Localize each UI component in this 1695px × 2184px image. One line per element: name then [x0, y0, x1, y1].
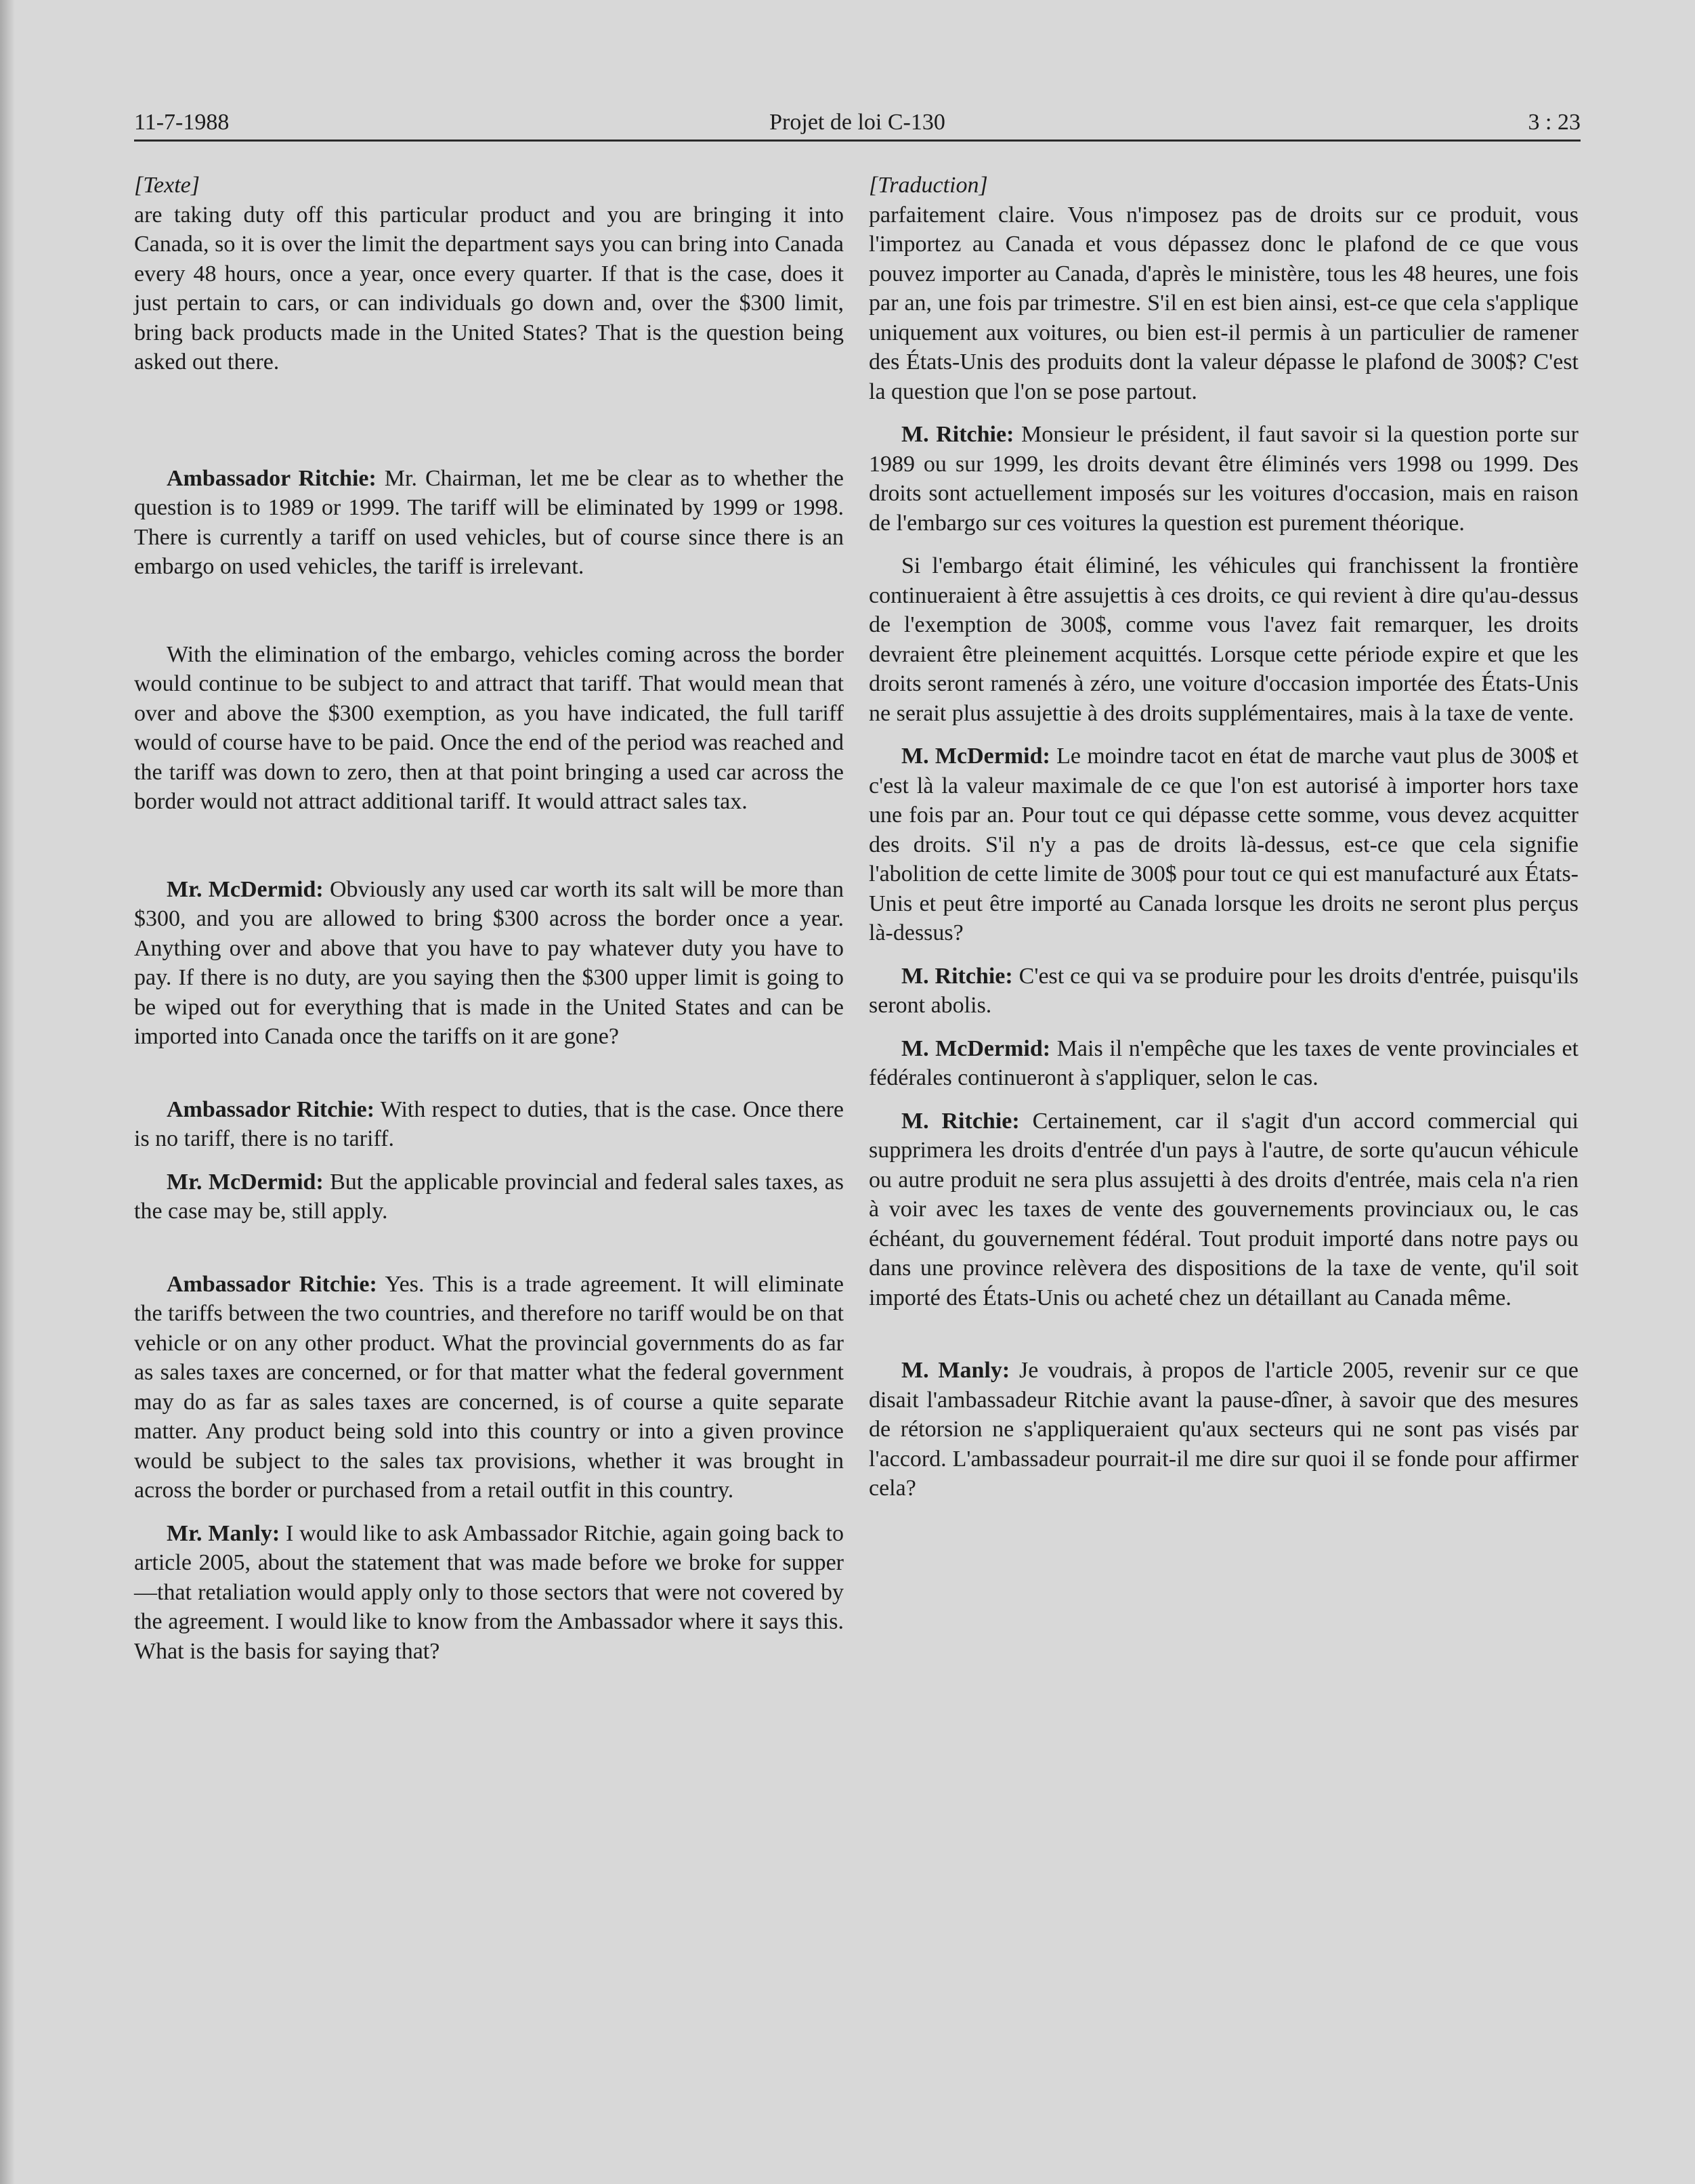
paragraph-text: Monsieur le président, il faut savoir si la question porte sur 1989 ou sur 1999, les droits devant être éliminés vers 1998 ou 1999. Des droits sont actuellement imposés sur les voitures d'occasion, mais en raison de l'embargo sur ces voitures la question est purement théorique. [869, 422, 1579, 536]
paragraph-1: parfaitement claire. Vous n'imposez pas de droits sur ce produit, vous l'importez au Canada et vous dépassez donc le plafond de ce que vous pouvez importer au Canada, d'après le ministère, tous les 48 heures, une fois par an, une fois par trimestre. S'il en est bien ainsi, est-ce que cela s'applique uniquement aux voitures, ou bien est-il permis à un particulier de ramener des États-Unis des produits dont la valeur dépasse le plafond de 300$? C'est la question que l'on se pose partout. [869, 202, 1579, 404]
speaker-name: M. Ritchie: [901, 1108, 1020, 1134]
paragraph-3: Si l'embargo était éliminé, les véhicules qui franchissent la frontière continueraient à être assujettis à ces droits, ce qui revient à dire qu'au-dessus de l'exemption de 300$, comme vous l'avez fait remarquer, les droits devraient être pleinement acquittés. Lorsque cette période expire et que les droits seront ramenés à zéro, une voiture d'occasion importée des États-Unis ne serait plus assujettie à des droits supplémentaires, mais à la taxe de vente. [869, 553, 1579, 726]
speaker-name: Ambassador Ritchie: [167, 1271, 377, 1297]
paragraph-2 [134, 464, 844, 582]
speaker-name: M. McDermid: [901, 1035, 1051, 1061]
paragraph-7 [869, 1107, 1579, 1313]
page-header [134, 106, 1581, 142]
speaker-name: Ambassador Ritchie: [167, 465, 377, 491]
header-date: 11-7-1988 [134, 110, 230, 135]
paragraph-text: Yes. This is a trade agreement. It will eliminate the tariffs between the two countries, and therefore no tariff would be on that vehicle or on any other product. What the provincial governments do as far as sales taxes are concerned, or for that matter what the federal government may do as far as sales taxes are concerned, is of course a quite separate matter. Any product being sold into this country or into a given province would be subject to the sales tax provisions, whether it was brought in across the border or purchased from a retail outfit in this country. [134, 1271, 844, 1503]
english-column [134, 171, 844, 1666]
speaker-name: Mr. Manly: [167, 1520, 280, 1546]
speaker-name: M. Manly: [901, 1358, 1010, 1383]
paragraph-8 [134, 1519, 844, 1667]
paragraph-4 [134, 875, 844, 1052]
paragraph-8 [869, 1356, 1579, 1503]
paragraph-text: I would like to ask Ambassador Ritchie, again going back to article 2005, about the statement that was made before we broke for supper—that retaliation would apply only to those sectors that were not covered by the agreement. I would like to know from the Ambassador where it says this. What is the basis for saying that? [134, 1520, 844, 1664]
paragraph-text: With respect to duties, that is the case. Once there is no tariff, there is no tariff. [134, 1096, 844, 1151]
speaker-name: Ambassador Ritchie: [167, 1096, 375, 1122]
column-label-traduction: [Traduction] [869, 173, 988, 198]
paragraph-text: C'est ce qui va se produire pour les droits d'entrée, puisqu'ils seront abolis. [869, 963, 1579, 1018]
header-page-number: 3 : 23 [1528, 110, 1581, 135]
paragraph-6 [134, 1168, 844, 1226]
paragraph-2 [869, 420, 1579, 538]
column-label-texte: [Texte] [134, 173, 200, 198]
paragraph-text: Je voudrais, à propos de l'article 2005, revenir sur ce que disait l'ambassadeur Ritchie avant la pause-dîner, à savoir que des mesures de rétorsion ne s'appliqueraient qu'aux secteurs qui ne sont pas visés par l'accord. L'ambassadeur pourrait-il me dire sur quoi il se fonde pour affirmer cela? [869, 1358, 1579, 1501]
french-column [869, 171, 1579, 1503]
paragraph-5 [869, 962, 1579, 1021]
paragraph-7 [134, 1270, 844, 1505]
speaker-name: Mr. McDermid: [167, 1169, 324, 1195]
paragraph-3: With the elimination of the embargo, vehicles coming across the border would continue to be subject to and attract that tariff. That would mean that over and above the $300 exemption, as you have indicated, the full tariff would of course have to be paid. Once the end of the period was reached and the tariff was down to zero, then at that point bringing a used car across the border would not attract additional tariff. It would attract sales tax. [134, 641, 844, 814]
paragraph-text: Mr. Chairman, let me be clear as to whether the question is to 1989 or 1999. The tariff will be eliminated by 1999 or 1998. There is currently a tariff on used vehicles, but of course since there is an embargo on used vehicles, the tariff is irrelevant. [134, 465, 844, 579]
speaker-name: M. Ritchie: [901, 422, 1014, 447]
paragraph-4 [869, 742, 1579, 948]
paragraph-text: Le moindre tacot en état de marche vaut plus de 300$ et c'est là la valeur maximale de ce que l'on est autorisé à importer hors taxe une fois par an. Pour tout ce qui dépasse cette somme, vous devez acquitter des droits. S'il n'y a pas de droits là-dessus, est-ce que cela signifie l'abolition de cette limite de 300$ pour tout ce qui est manufacturé aux États-Unis et peut être importé au Canada lorsque les droits ne seront plus perçus là-dessus? [869, 744, 1579, 945]
paragraph-text: But the applicable provincial and federal sales taxes, as the case may be, still apply. [134, 1169, 844, 1224]
paragraph-1: are taking duty off this particular product and you are bringing it into Canada, so it is over the limit the department says you can bring into Canada every 48 hours, once a year, once every quarter. If that is the case, does it just pertain to cars, or can individuals go down and, over the $300 limit, bring back products made in the United States? That is the question being asked out there. [134, 202, 844, 374]
paragraph-6 [869, 1034, 1579, 1093]
speaker-name: Mr. McDermid: [167, 876, 324, 902]
paragraph-5 [134, 1095, 844, 1154]
speaker-name: M. Ritchie: [901, 963, 1013, 989]
speaker-name: M. McDermid: [901, 744, 1050, 769]
paragraph-text: Obviously any used car worth its salt will be more than $300, and you are allowed to bring $300 across the border once a year. Anything over and above that you have to pay whatever duty you have to pay. If there is no duty, are you saying then the $300 upper limit is going to be wiped out for everything that is made in the United States and can be imported into Canada once the tariffs on it are gone? [134, 876, 844, 1049]
paragraph-text: Mais il n'empêche que les taxes de vente provinciales et fédérales continueront à s'appliquer, selon le cas. [869, 1035, 1579, 1090]
header-title: Projet de loi C-130 [769, 110, 945, 135]
paragraph-text: Certainement, car il s'agit d'un accord commercial qui supprimera les droits d'entrée d'un pays à l'autre, de sorte qu'aucun véhicule ou autre produit ne sera plus assujetti à des droits d'entrée, mais cela n'a rien à voir avec les taxes de vente des gouvernements provinciaux ou, le cas échéant, du gouvernement fédéral. Tout produit importé dans notre pays ou dans une province relèvera des dispositions de la taxe de vente, qu'il soit importé des États-Unis ou acheté chez un détaillant au Canada même. [869, 1108, 1579, 1310]
